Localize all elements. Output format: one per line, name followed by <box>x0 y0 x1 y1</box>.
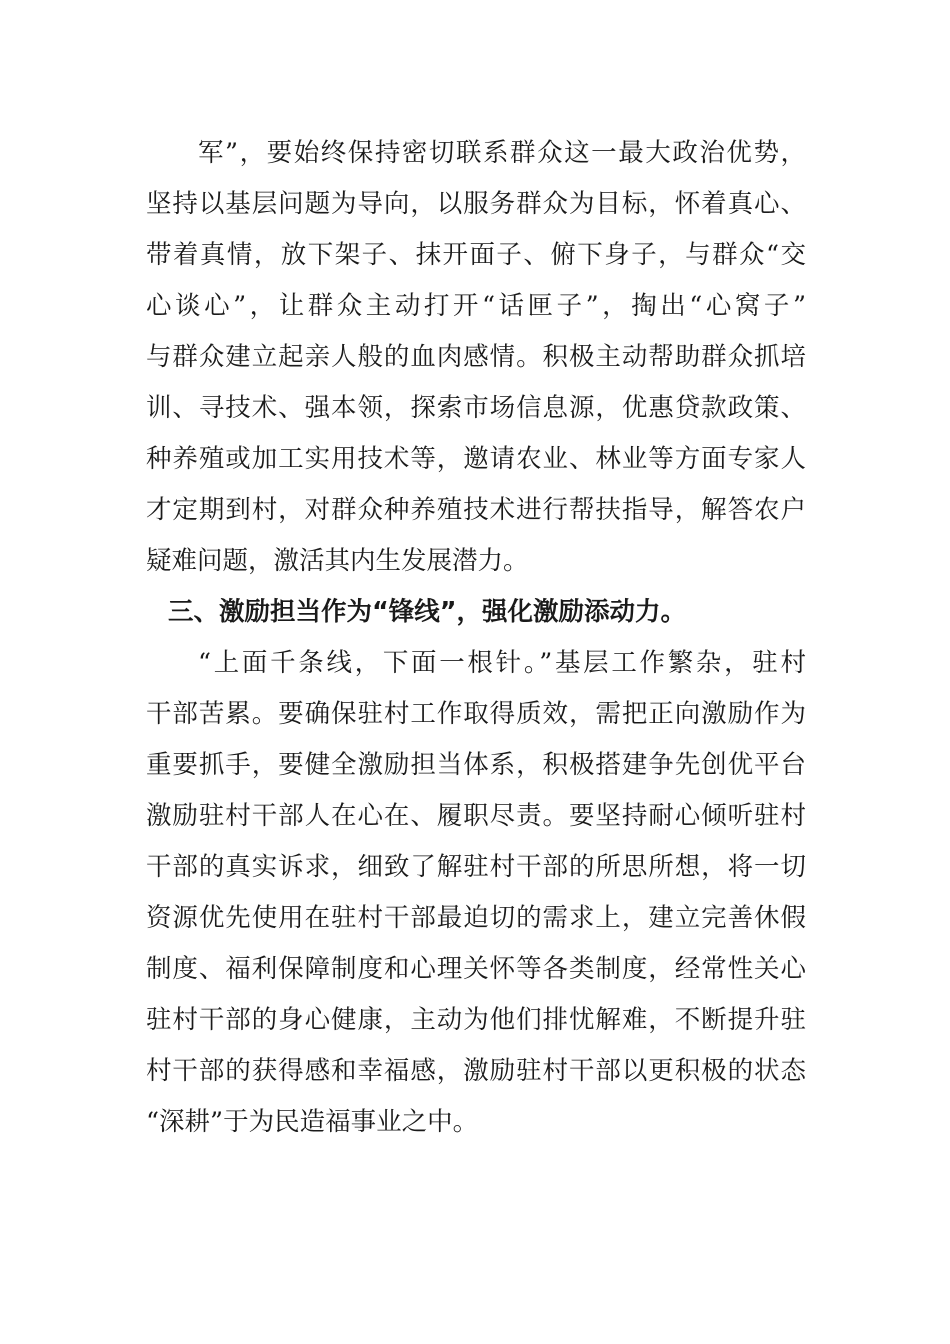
text-line: 疑难问题，激活其内生发展潜力。 <box>146 546 529 576</box>
text-line: 驻村干部的身心健康，主动为他们排忧解难，不断提升驻 <box>146 1005 806 1035</box>
text-line: 重要抓手，要健全激励担当体系，积极搭建争先创优平台 <box>146 750 806 780</box>
text-line: 激励驻村干部人在心在、履职尽责。要坚持耐心倾听驻村 <box>146 801 806 831</box>
text-line: 训、寻技术、强本领，探索市场信息源，优惠贷款政策、 <box>146 393 806 423</box>
text-line: 坚持以基层问题为导向，以服务群众为目标，怀着真心、 <box>146 189 806 219</box>
text-line: 军”，要始终保持密切联系群众这一最大政治优势， <box>198 138 806 168</box>
text-line: “上面千条线，下面一根针。”基层工作繁杂，驻村 <box>198 648 806 678</box>
text-line: 制度、福利保障制度和心理关怀等各类制度，经常性关心 <box>146 954 806 984</box>
section-heading: 三、激励担当作为“锋线”，强化激励添动力。 <box>168 597 687 627</box>
text-line: 干部苦累。要确保驻村工作取得质效，需把正向激励作为 <box>146 699 806 729</box>
text-line: 村干部的获得感和幸福感，激励驻村干部以更积极的状态 <box>146 1056 806 1086</box>
text-line: “深耕”于为民造福事业之中。 <box>146 1107 479 1137</box>
document-body <box>146 128 806 1148</box>
text-line: 与群众建立起亲人般的血肉感情。积极主动帮助群众抓培 <box>146 342 806 372</box>
text-line: 资源优先使用在驻村干部最迫切的需求上，建立完善休假 <box>146 903 806 933</box>
paragraph-2 <box>146 638 806 1148</box>
text-line: 心谈心”，让群众主动打开“话匣子”，掏出“心窝子” <box>146 291 806 321</box>
text-line: 种养殖或加工实用技术等，邀请农业、林业等方面专家人 <box>146 444 806 474</box>
text-line: 带着真情，放下架子、抹开面子、俯下身子，与群众“交 <box>146 240 806 270</box>
text-line: 才定期到村，对群众种养殖技术进行帮扶指导，解答农户 <box>146 495 806 525</box>
paragraph-1 <box>146 128 806 587</box>
text-line: 干部的真实诉求，细致了解驻村干部的所思所想，将一切 <box>146 852 806 882</box>
